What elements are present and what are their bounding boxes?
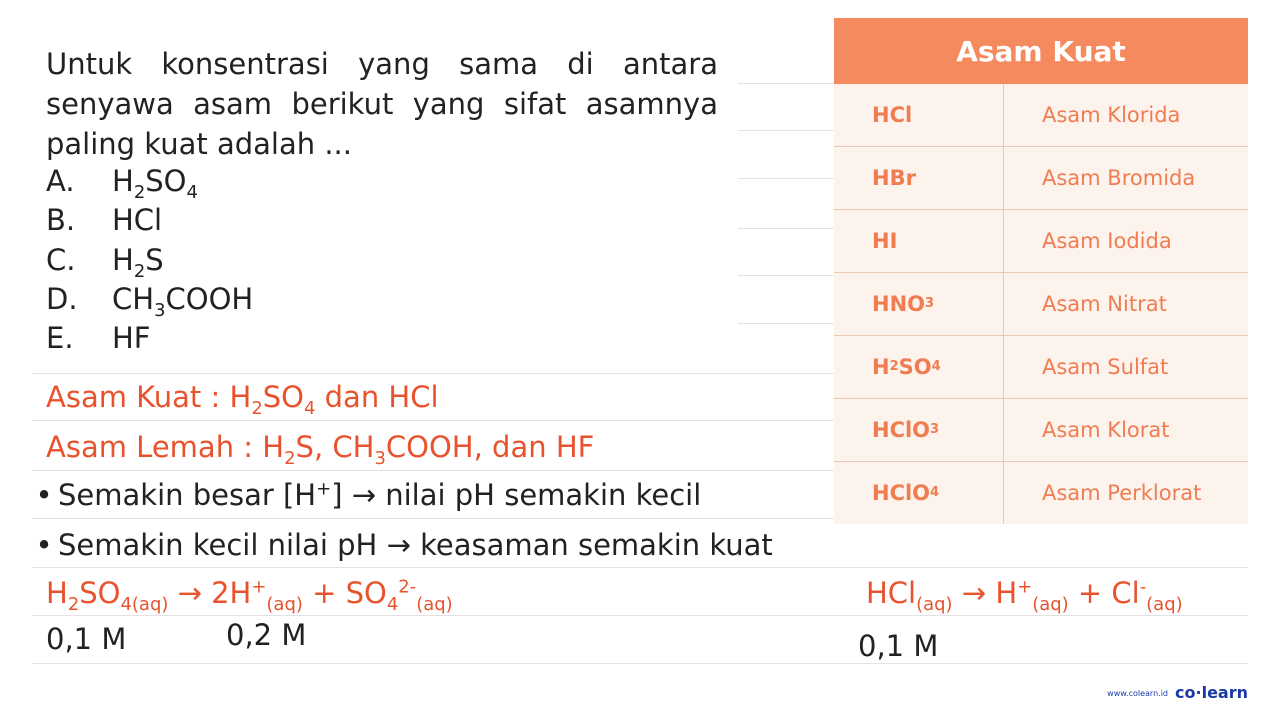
- acid-formula: HNO 3: [834, 273, 1004, 335]
- table-row: [834, 398, 1248, 461]
- option-d: D. $CH_3COOH$: [46, 282, 254, 321]
- acid-formula: HI: [834, 210, 1004, 272]
- acid-name: Asam Perklorat: [1042, 481, 1202, 505]
- option-e: E. HF: [46, 321, 151, 355]
- acid-name: Asam Klorat: [1042, 418, 1170, 442]
- acid-formula: H 2 SO 4: [834, 336, 1004, 398]
- acid-name: Asam Sulfat: [1042, 355, 1169, 379]
- table-title: Asam Kuat: [834, 18, 1248, 84]
- strong-acid-table: [834, 84, 1248, 524]
- acid-formula: HClO 3: [834, 399, 1004, 461]
- acid-name: Asam Iodida: [1042, 229, 1172, 253]
- table-row: [834, 461, 1248, 524]
- acid-name: Asam Nitrat: [1042, 292, 1167, 316]
- table-row: [834, 209, 1248, 272]
- acid-name: Asam Klorida: [1042, 103, 1181, 127]
- concentration-hcl: 0,1 M: [858, 629, 939, 663]
- option-c: C. $H_2S$: [46, 243, 164, 282]
- bullet-2: • Semakin kecil nilai pH → keasaman semakin kuat: [35, 528, 773, 562]
- table-row: [834, 146, 1248, 209]
- question-text: Untuk konsentrasi yang sama di antara senyawa asam berikut yang sifat asamnya paling kuat adalah ...: [46, 47, 718, 161]
- equation-hcl: $HCl_{(aq)} \to H^+_{(aq)} + Cl^-_{(aq)}$: [866, 576, 1183, 615]
- acid-formula: HCl: [834, 84, 1004, 146]
- asam-kuat-line: Asam Kuat : $H_2SO_4$ dan HCl: [46, 380, 439, 419]
- acid-formula: HClO 4: [834, 462, 1004, 524]
- concentration-h2so4: 0,1 M: [46, 622, 127, 656]
- option-b: B. HCl: [46, 203, 163, 237]
- bullet-1: • Semakin besar [H+] → nilai pH semakin kecil: [35, 478, 702, 512]
- acid-formula: HBr: [834, 147, 1004, 209]
- equation-h2so4: $H_2SO_{4(aq)} \to 2H^+_{(aq)} + SO_4^{2-}_{(aq)}$: [46, 576, 453, 615]
- site-url: www.colearn.id: [1107, 689, 1168, 698]
- table-row: [834, 272, 1248, 335]
- colearn-logo: co·learn: [1175, 683, 1248, 702]
- table-row: [834, 84, 1248, 146]
- option-a: A. $H_2SO_4$: [46, 164, 198, 203]
- asam-lemah-line: Asam Lemah : $H_2S$, $CH_3COOH$, dan HF: [46, 430, 595, 469]
- table-row: [834, 335, 1248, 398]
- concentration-h-ion: 0,2 M: [226, 618, 307, 652]
- acid-name: Asam Bromida: [1042, 166, 1196, 190]
